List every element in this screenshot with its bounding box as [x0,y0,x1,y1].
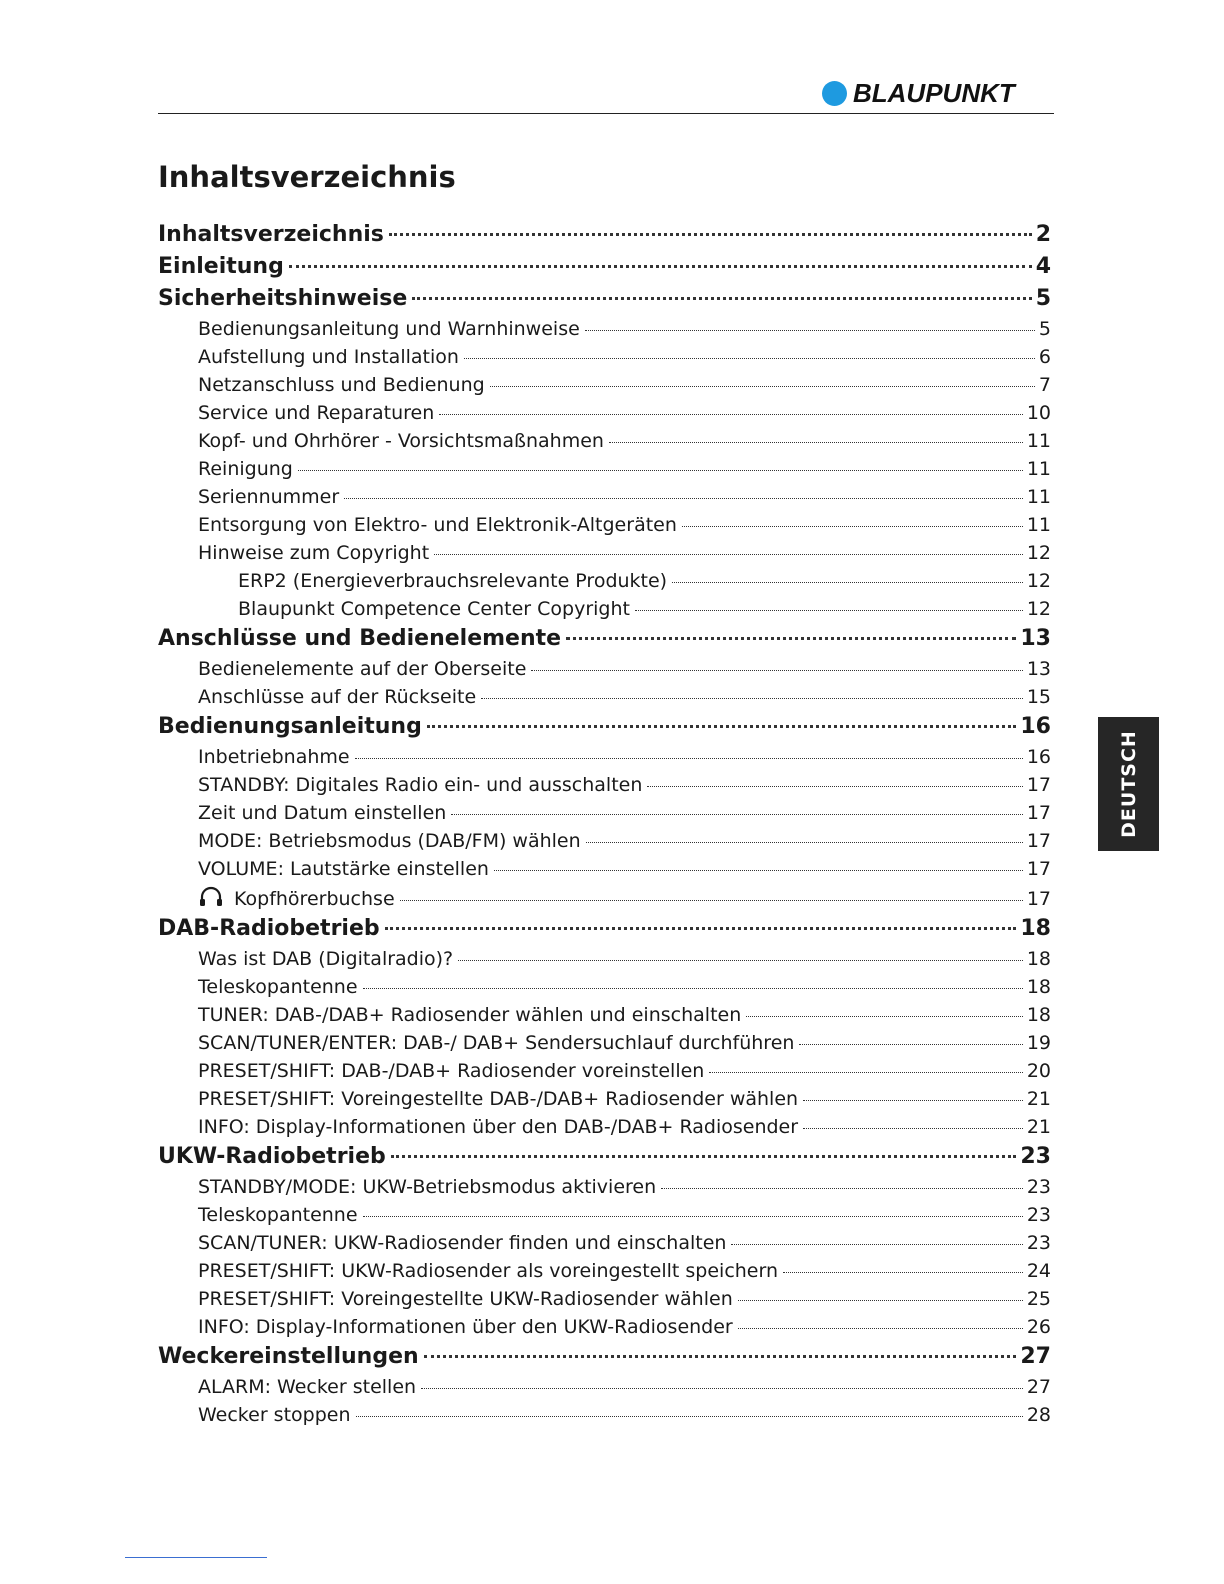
toc-entry-page: 13 [1020,626,1051,651]
toc-entry[interactable] [158,346,1051,374]
toc-entry-text: Sicherheitshinweise [158,286,408,311]
toc-entry-title [198,374,488,396]
toc-entry-text: Entsorgung von Elektro- und Elektronik-Altgeräten [198,514,677,536]
toc-entry-page: 15 [1026,686,1051,708]
toc-entry[interactable] [158,802,1051,830]
toc-dot-leader [434,554,1023,555]
toc-dot-leader [400,900,1023,901]
toc-entry-page: 7 [1038,374,1051,396]
toc-entry-page: 17 [1026,802,1051,824]
toc-dot-leader [746,1016,1023,1017]
brand-dot-icon [822,81,847,106]
toc-entry-title [198,318,583,340]
toc-entry[interactable] [158,598,1051,626]
toc-entry[interactable] [158,948,1051,976]
toc-entry[interactable] [158,1004,1051,1032]
toc-entry[interactable] [158,1260,1051,1288]
toc-entry-text: VOLUME: Lautstärke einstellen [198,858,489,880]
toc-dot-leader [298,470,1023,471]
toc-dot-leader [586,842,1023,843]
toc-entry-page: 28 [1026,1404,1051,1426]
toc-entry-page: 4 [1035,254,1051,279]
toc-entry-title [198,542,432,564]
toc-entry[interactable] [158,1176,1051,1204]
toc-entry-title [198,402,437,424]
toc-entry-page: 21 [1026,1116,1051,1138]
toc-dot-leader [731,1244,1022,1245]
toc-entry-text: Hinweise zum Copyright [198,542,430,564]
header-divider [158,113,1054,114]
toc-dot-leader [427,725,1017,728]
toc-entry-title [198,346,462,368]
toc-entry-title [198,976,361,998]
toc-entry-text: Inbetriebnahme [198,746,350,768]
toc-entry-text: SCAN/TUNER/ENTER: DAB-/ DAB+ Sendersuchlauf durchführen [198,1032,795,1054]
toc-entry[interactable] [158,658,1051,686]
toc-entry-page: 12 [1026,542,1051,564]
toc-entry[interactable] [158,746,1051,774]
toc-entry-page: 20 [1026,1060,1051,1082]
toc-entry-title [158,626,564,651]
toc-entry-title [158,916,383,941]
footer-line [125,1557,267,1558]
toc-entry-text: Weckereinstellungen [158,1344,419,1369]
toc-entry-page: 6 [1038,346,1051,368]
toc-entry-page: 26 [1026,1316,1051,1338]
headphones-icon [198,886,224,908]
toc-entry[interactable] [158,402,1051,430]
toc-entry[interactable] [158,1232,1051,1260]
toc-entry-title [198,830,584,852]
toc-dot-leader [363,1216,1023,1217]
toc-entry-page: 27 [1020,1344,1051,1369]
toc-entry-title [198,774,645,796]
toc-entry-page: 17 [1026,888,1051,910]
toc-entry-title [198,802,449,824]
language-tab-label: DEUTSCH [1117,730,1140,838]
toc-entry-page: 17 [1026,830,1051,852]
toc-entry-page: 18 [1026,1004,1051,1026]
toc-entry-text: Bedienungsanleitung [158,714,422,739]
toc-entry[interactable] [158,1116,1051,1144]
toc-entry-page: 5 [1035,286,1051,311]
toc-entry-title [198,1032,797,1054]
toc-entry-title [158,1344,422,1369]
toc-entry-page: 18 [1020,916,1051,941]
toc-entry-text: Kopfhörerbuchse [234,888,395,910]
toc-entry-title [198,1232,729,1254]
toc-entry-text: Reinigung [198,458,293,480]
toc-entry-text: PRESET/SHIFT: DAB-/DAB+ Radiosender voreinstellen [198,1060,705,1082]
toc-entry[interactable] [158,976,1051,1004]
toc-entry[interactable] [158,686,1051,714]
toc-entry-title [198,686,479,708]
toc-dot-leader [494,870,1023,871]
toc-entry[interactable] [158,254,1051,286]
toc-entry-text: Anschlüsse auf der Rückseite [198,686,477,708]
toc-entry-text: Einleitung [158,254,284,279]
toc-dot-leader [481,698,1023,699]
toc-entry-page: 18 [1026,948,1051,970]
toc-entry[interactable] [158,886,1051,916]
toc-entry-title [158,1144,389,1169]
toc-dot-leader [289,265,1032,268]
toc-entry-text: Anschlüsse und Bedienelemente [158,626,562,651]
toc-entry-title [198,1260,781,1282]
toc-entry-page: 16 [1020,714,1051,739]
toc-entry[interactable] [158,222,1051,254]
toc-entry-title [198,430,607,452]
toc-entry-text: STANDBY: Digitales Radio ein- und ausschalten [198,774,643,796]
toc-entry-page: 12 [1026,570,1051,592]
toc-dot-leader [783,1272,1023,1273]
toc-entry[interactable] [158,458,1051,486]
toc-entry[interactable] [158,570,1051,598]
toc-dot-leader [672,582,1023,583]
toc-entry-text: Aufstellung und Installation [198,346,459,368]
toc-entry[interactable] [158,430,1051,458]
toc-entry-text: Seriennummer [198,486,340,508]
toc-dot-leader [389,233,1032,236]
toc-entry-text: TUNER: DAB-/DAB+ Radiosender wählen und einschalten [198,1004,742,1026]
toc-entry-page: 5 [1038,318,1051,340]
toc-entry[interactable] [158,514,1051,542]
toc-entry-page: 11 [1026,514,1051,536]
toc-dot-leader [421,1388,1023,1389]
toc-dot-leader [385,927,1017,930]
toc-entry-text: INFO: Display-Informationen über den DAB-/DAB+ Radiosender [198,1116,799,1138]
toc-entry[interactable] [158,916,1051,948]
toc-dot-leader [661,1188,1023,1189]
toc-dot-leader [803,1100,1023,1101]
toc-dot-leader [803,1128,1023,1129]
toc-entry-title [238,570,670,592]
toc-entry-text: Was ist DAB (Digitalradio)? [198,948,454,970]
toc-entry[interactable] [158,1204,1051,1232]
toc-dot-leader [799,1044,1022,1045]
toc-entry-text: INFO: Display-Informationen über den UKW-Radiosender [198,1316,733,1338]
toc-entry[interactable] [158,1316,1051,1344]
toc-dot-leader [363,988,1023,989]
toc-entry-text: UKW-Radiobetrieb [158,1144,386,1169]
toc-dot-leader [439,414,1023,415]
toc-entry-title [198,658,529,680]
toc-entry-title [198,514,680,536]
toc-entry-page: 21 [1026,1088,1051,1110]
toc-entry-title [198,1376,419,1398]
toc-entry[interactable] [158,626,1051,658]
toc-entry-title [198,1116,801,1138]
toc-entry-title [198,1316,736,1338]
toc-entry[interactable] [158,1060,1051,1088]
toc-entry-text: Service und Reparaturen [198,402,435,424]
toc-entry-page: 13 [1026,658,1051,680]
toc-entry-title [238,598,633,620]
toc-entry-title [198,886,398,910]
toc-entry-page: 24 [1026,1260,1051,1282]
toc-entry[interactable] [158,858,1051,886]
toc-dot-leader [738,1328,1023,1329]
toc-entry[interactable] [158,1404,1051,1432]
brand-name: BLAUPUNKT [853,77,1015,108]
toc-dot-leader [344,498,1023,499]
toc-entry[interactable] [158,286,1051,318]
toc-entry-page: 10 [1026,402,1051,424]
toc-entry-title [198,458,296,480]
toc-entry-title [198,486,342,508]
toc-dot-leader [451,814,1023,815]
toc-entry-page: 25 [1026,1288,1051,1310]
toc-entry-page: 11 [1026,430,1051,452]
toc-entry-page: 19 [1026,1032,1051,1054]
toc-entry[interactable] [158,830,1051,858]
toc-dot-leader [464,358,1035,359]
toc-entry-page: 27 [1026,1376,1051,1398]
toc-dot-leader [682,526,1023,527]
toc-entry[interactable] [158,542,1051,570]
toc-entry-text: DAB-Radiobetrieb [158,916,380,941]
toc-entry[interactable] [158,714,1051,746]
toc-entry-text: PRESET/SHIFT: UKW-Radiosender als voreingestellt speichern [198,1260,779,1282]
toc-entry[interactable] [158,774,1051,802]
toc-entry-text: Bedienungsanleitung und Warnhinweise [198,318,580,340]
table-of-contents [158,222,1051,1432]
toc-entry[interactable] [158,486,1051,514]
toc-entry-title [198,858,492,880]
toc-entry-page: 23 [1026,1176,1051,1198]
toc-entry-page: 23 [1026,1232,1051,1254]
toc-entry-title [198,746,353,768]
toc-entry-page: 12 [1026,598,1051,620]
toc-entry-title [158,714,425,739]
toc-entry-text: ERP2 (Energieverbrauchsrelevante Produkte) [238,570,668,592]
toc-entry-text: Inhaltsverzeichnis [158,222,384,247]
toc-entry[interactable] [158,374,1051,402]
toc-entry-text: PRESET/SHIFT: Voreingestellte DAB-/DAB+ Radiosender wählen [198,1088,799,1110]
toc-dot-leader [585,330,1035,331]
toc-entry-text: PRESET/SHIFT: Voreingestellte UKW-Radiosender wählen [198,1288,733,1310]
toc-entry-title [198,1088,801,1110]
toc-entry-title [158,286,410,311]
toc-dot-leader [647,786,1022,787]
toc-dot-leader [424,1355,1017,1358]
toc-dot-leader [635,610,1023,611]
toc-dot-leader [566,637,1016,640]
toc-entry-title [158,222,387,247]
toc-entry-text: Teleskopantenne [198,976,358,998]
toc-entry[interactable] [158,1376,1051,1404]
toc-entry-page: 11 [1026,458,1051,480]
toc-dot-leader [412,297,1031,300]
toc-dot-leader [458,960,1023,961]
toc-dot-leader [709,1072,1022,1073]
toc-entry-title [198,1204,361,1226]
toc-entry-page: 23 [1020,1144,1051,1169]
toc-entry-page: 18 [1026,976,1051,998]
toc-entry-title [198,1176,659,1198]
toc-dot-leader [356,1416,1023,1417]
toc-entry[interactable] [158,1144,1051,1176]
toc-entry-page: 17 [1026,774,1051,796]
toc-entry-page: 16 [1026,746,1051,768]
toc-entry[interactable] [158,1344,1051,1376]
toc-entry-title [158,254,287,279]
brand-logo [822,76,1054,110]
toc-entry-title [198,1288,736,1310]
toc-entry-text: Wecker stoppen [198,1404,351,1426]
toc-dot-leader [738,1300,1023,1301]
toc-entry-title [198,1004,744,1026]
toc-dot-leader [531,670,1022,671]
toc-entry[interactable] [158,1088,1051,1116]
toc-entry-page: 17 [1026,858,1051,880]
toc-entry-text: Teleskopantenne [198,1204,358,1226]
toc-entry-text: Blaupunkt Competence Center Copyright [238,598,630,620]
toc-entry-page: 23 [1026,1204,1051,1226]
toc-entry-title [198,948,456,970]
language-tab [1098,717,1159,851]
toc-dot-leader [355,758,1023,759]
toc-dot-leader [609,442,1023,443]
toc-entry-text: Bedienelemente auf der Oberseite [198,658,527,680]
toc-dot-leader [490,386,1035,387]
toc-entry-text: Kopf- und Ohrhörer - Vorsichtsmaßnahmen [198,430,604,452]
toc-entry-page: 2 [1035,222,1051,247]
toc-entry-text: SCAN/TUNER: UKW-Radiosender finden und einschalten [198,1232,727,1254]
toc-entry[interactable] [158,1032,1051,1060]
page-title: Inhaltsverzeichnis [158,160,456,194]
toc-entry-text: ALARM: Wecker stellen [198,1376,417,1398]
toc-entry-page: 11 [1026,486,1051,508]
toc-entry[interactable] [158,1288,1051,1316]
toc-entry-title [198,1060,707,1082]
toc-entry-title [198,1404,354,1426]
toc-entry-text: Zeit und Datum einstellen [198,802,447,824]
toc-entry-text: STANDBY/MODE: UKW-Betriebsmodus aktivieren [198,1176,657,1198]
toc-entry-text: MODE: Betriebsmodus (DAB/FM) wählen [198,830,581,852]
toc-entry-text: Netzanschluss und Bedienung [198,374,485,396]
toc-entry[interactable] [158,318,1051,346]
toc-dot-leader [391,1155,1017,1158]
